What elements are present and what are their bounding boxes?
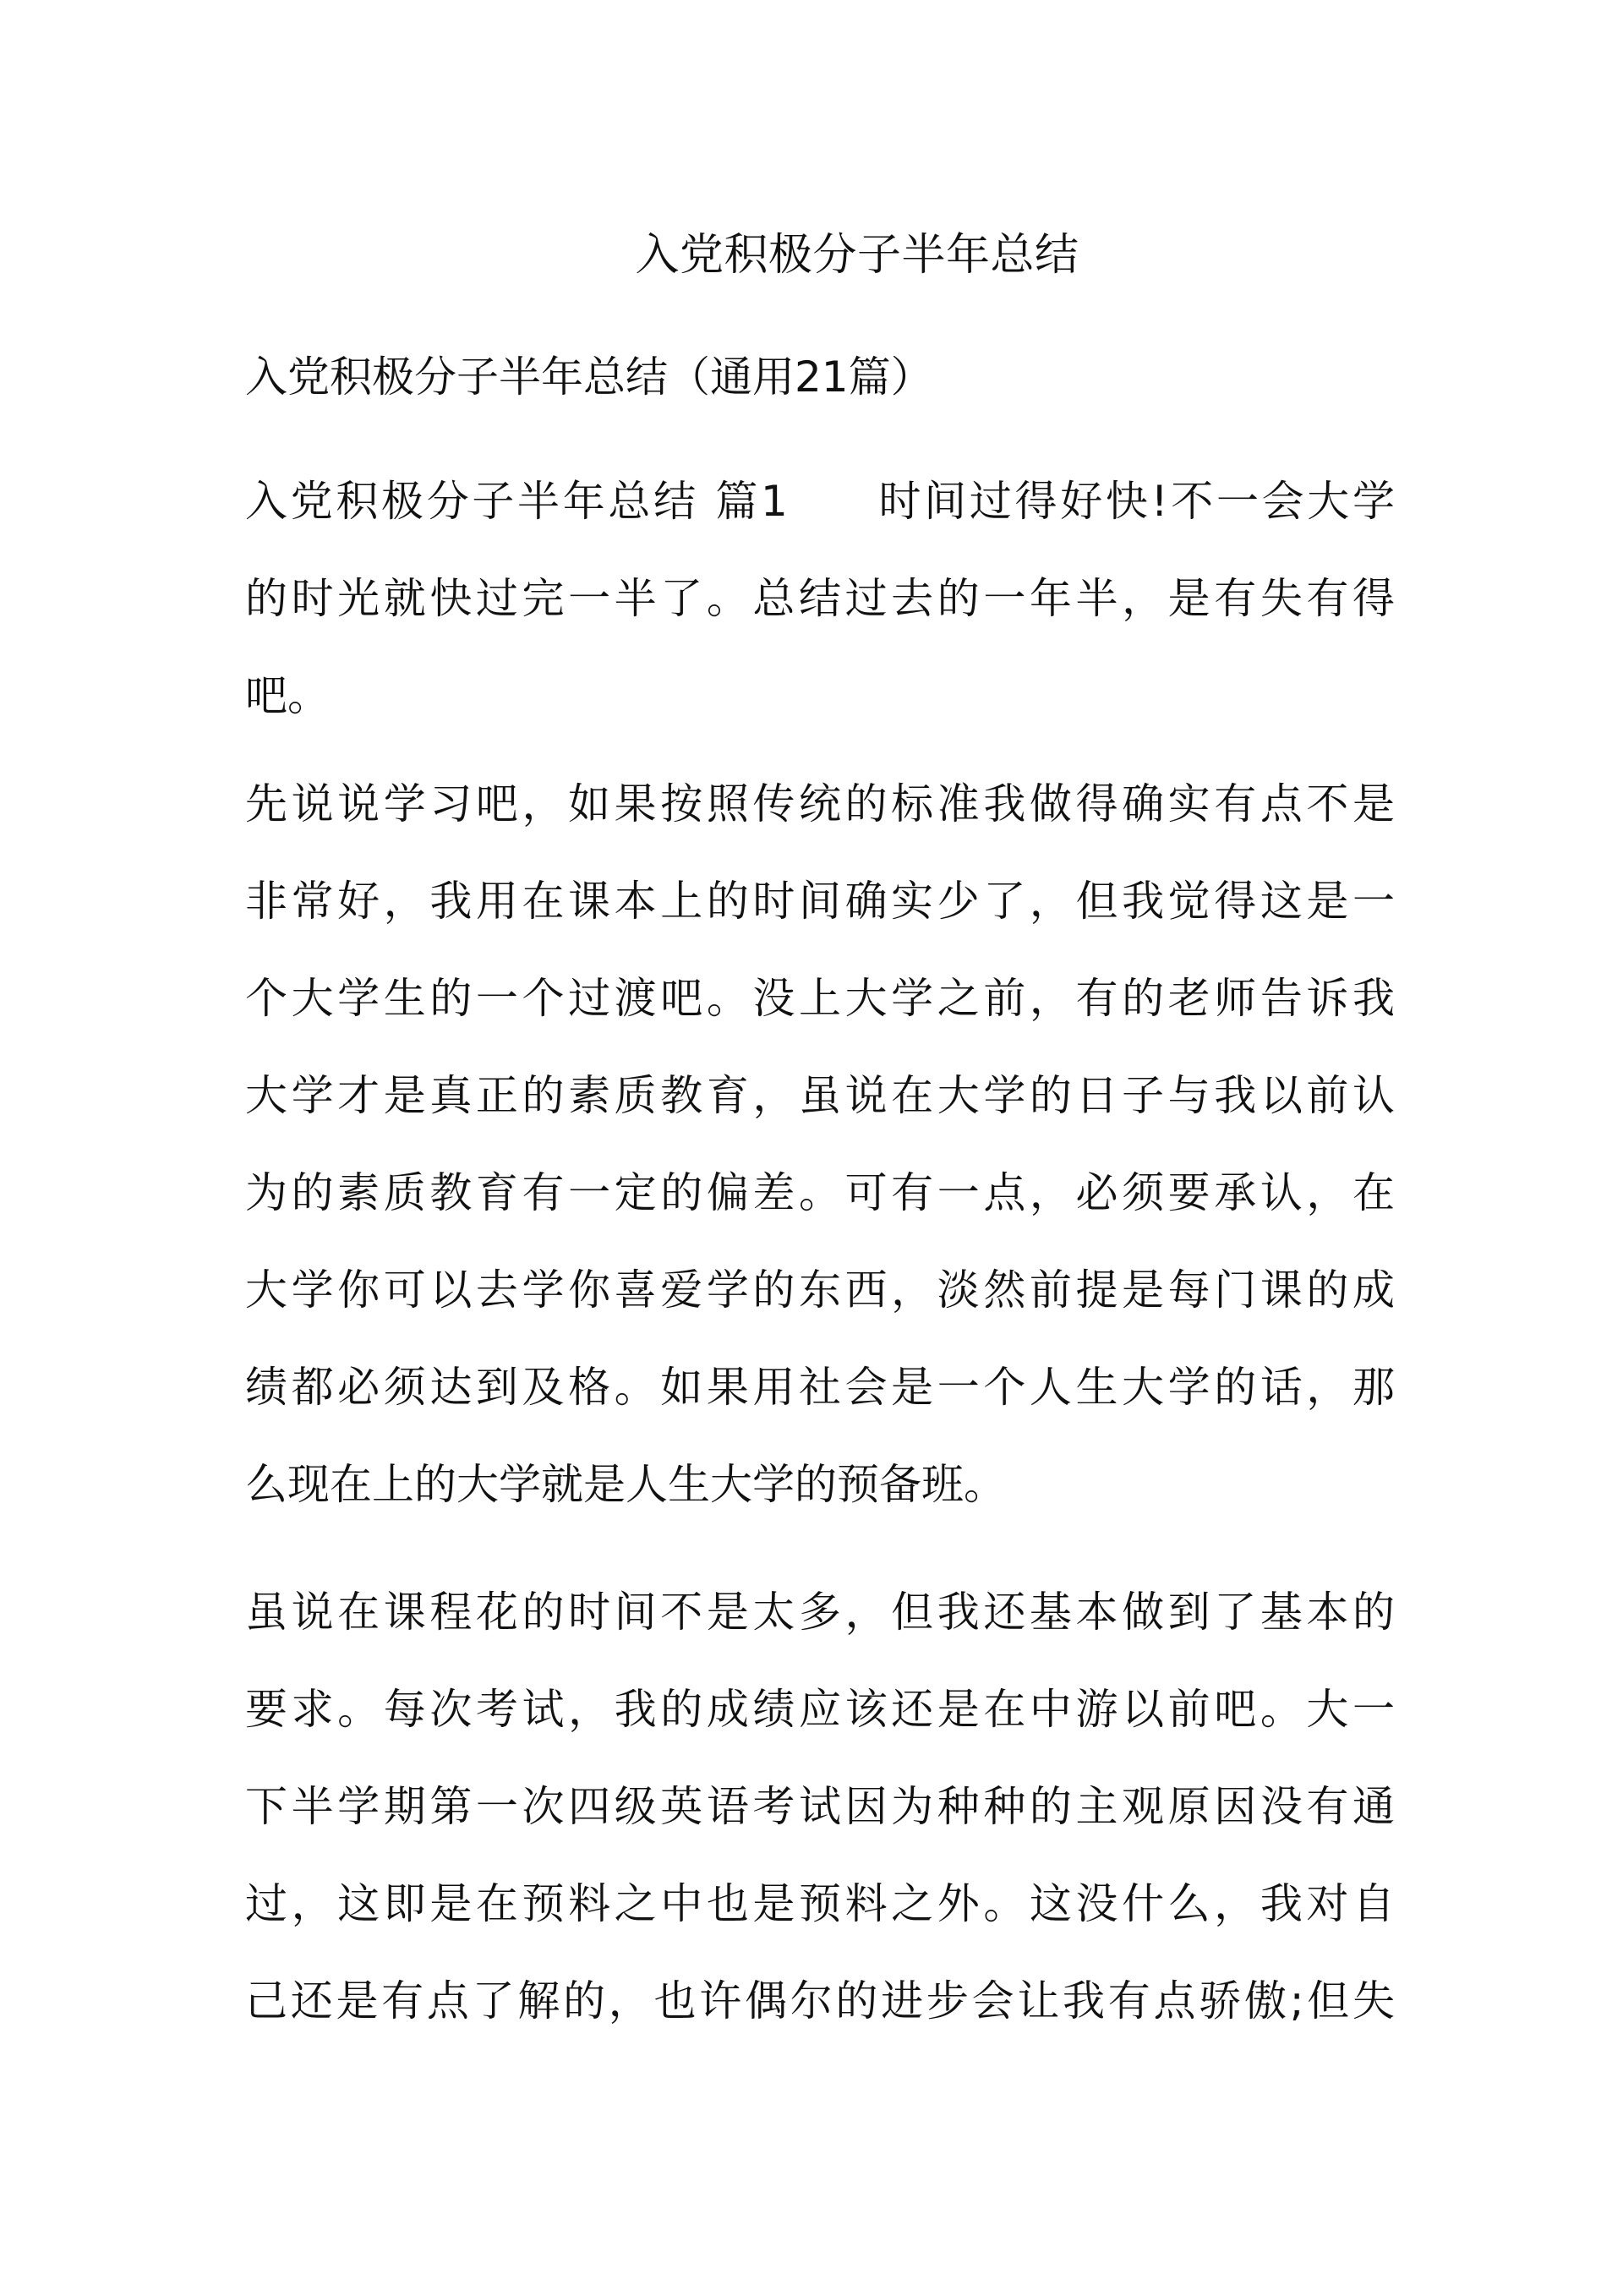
paragraph-line: 下半学期第一次四级英语考试因为种种的主观原因没有通 (245, 1782, 1395, 1831)
paragraph-2 (245, 766, 1395, 1544)
paragraph-line: 为的素质教育有一定的偏差。可有一点，必须要承认，在 (245, 1168, 1395, 1217)
paragraph-3 (245, 1574, 1395, 2060)
paragraph-1 (245, 463, 1395, 755)
document-subtitle: 入党积极分子半年总结（通用21篇） (245, 353, 933, 402)
paragraph-line: 要求。每次考试，我的成绩应该还是在中游以前吧。大一 (245, 1685, 1395, 1734)
paragraph-line: 虽说在课程花的时间不是太多，但我还基本做到了基本的 (245, 1588, 1395, 1637)
paragraph-line: 非常好，我用在课本上的时间确实少了，但我觉得这是一 (245, 877, 1395, 926)
paragraph-line: 么现在上的大学就是人生大学的预备班。 (245, 1460, 1006, 1509)
paragraph-line: 的时光就快过完一半了。总结过去的一年半，是有失有得 (245, 574, 1395, 623)
section-heading: 入党积极分子半年总结 篇1 (245, 477, 788, 526)
paragraph-line: 过，这即是在预料之中也是预料之外。这没什么，我对自 (245, 1879, 1395, 1928)
paragraph-text: 时间过得好快!不一会大学 (875, 477, 1395, 526)
paragraph-line: 个大学生的一个过渡吧。没上大学之前，有的老师告诉我 (245, 974, 1395, 1023)
paragraph-line: 大学才是真正的素质教育，虽说在大学的日子与我以前认 (245, 1071, 1395, 1120)
paragraph-line: 先说说学习吧，如果按照传统的标准我做得确实有点不是 (245, 779, 1395, 828)
document-title: 入党积极分子半年总结 (635, 230, 1079, 281)
paragraph-line: 大学你可以去学你喜爱学的东西，淡然前提是每门课的成 (245, 1266, 1395, 1315)
paragraph-line (245, 463, 1395, 560)
paragraph-line: 绩都必须达到及格。如果用社会是一个人生大学的话，那 (245, 1363, 1395, 1412)
paragraph-line: 己还是有点了解的，也许偶尔的进步会让我有点骄傲;但失 (245, 1976, 1395, 2025)
paragraph-line: 吧。 (245, 671, 330, 720)
